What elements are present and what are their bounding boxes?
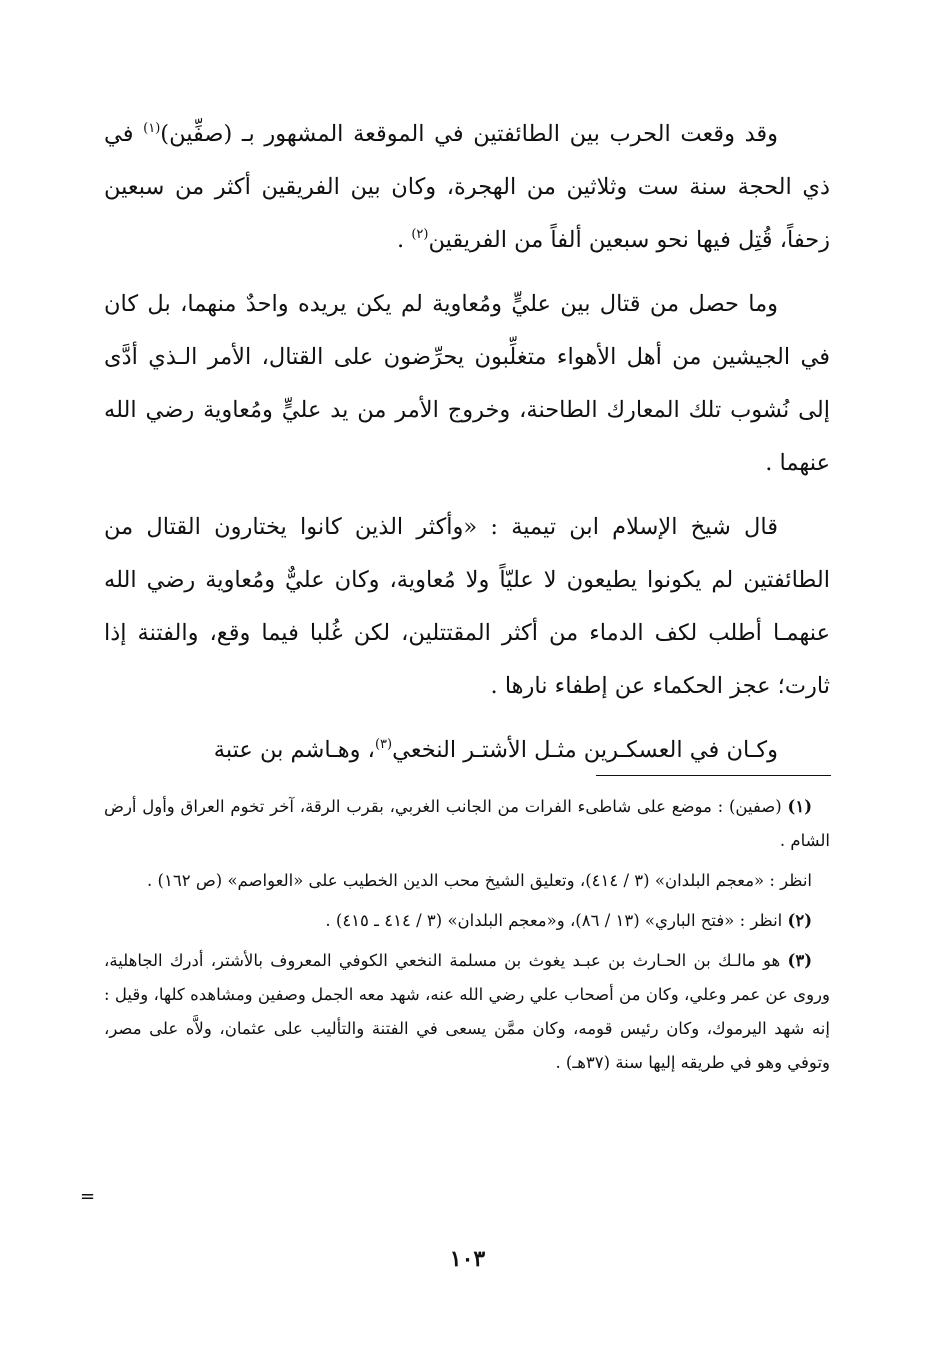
paragraph-4 [104,724,830,777]
footnote-2 [104,904,830,938]
footnote-3-number: (٣) [787,951,812,970]
footnote-3-text: هو مالـك بن الحـارث بن عبـد يغوث بن مسلمة النخعي الكوفي المعروف بالأشتر، أدرك الجاهلية، وروى عن عمر وعلي، وكان من أصحاب علي رضي الله عنه، شهد معه الجمل وصفين ومشاهده كلها، وقيل : إنه شهد اليرموك، وكان رئيس قومه، وكان ممَّن يسعى في الفتنة والتأليب على عثمان، ولاَّه على مصر، وتوفي وهو في طريقه إليها سنة (٣٧هـ) . [104,951,830,1072]
footnote-2-text: انظر : «فتح الباري» (١٣ / ٨٦)، و«معجم البلدان» (٣ / ٤١٤ ـ ٤١٥) . [325,911,788,930]
footnote-1-continuation: انظر : «معجم البلدان» (٣ / ٤١٤)، وتعليق الشيخ محب الدين الخطيب على «العواصم» (ص ١٦٢) . [147,871,812,890]
continuation-mark: = [80,1186,96,1207]
footnote-2-number: (٢) [787,911,812,930]
paragraph-1-text: وقد وقعت الحرب بين الطائفتين في الموقعة المشهور بـ (صفِّين) [160,121,778,147]
paragraph-4-text: وكـان في العسكـرين مثـل الأشتـر النخعي [392,737,778,763]
paragraph-1-text-cont: في ذي الحجة سنة ست وثلاثين من الهجرة، وكان بين الفريقين أكثر من سبعين زحفاً، قُتِل فيها نحو سبعين ألفاً من الفريقين [104,121,830,253]
main-text [104,108,830,777]
footnote-separator [596,775,831,776]
footnote-1-text: (صفين) : موضع على شاطىء الفرات من الجانب الغربي، بقرب الرقة، آخر تخوم العراق وأول أرض الشام . [104,797,830,850]
footnote-3 [104,944,830,1080]
footnote-ref-3[interactable]: (٣) [374,737,393,752]
footnote-ref-1[interactable]: (١) [143,121,161,136]
paragraph-4-end: ، وهـاشم بن عتبة [213,737,375,763]
paragraph-1-end: . [397,227,412,253]
paragraph-1 [104,108,830,267]
footnotes [104,790,830,1086]
footnote-1 [104,790,830,858]
paragraph-2: وما حصل من قتال بين عليٍّ ومُعاوية لم يكن يريده واحدٌ منهما، بل كان في الجيشين من أهل الأهواء متغلِّبون يحرِّضون على القتال، الأمر الـذي أدَّى إلى نُشوب تلك المعارك الطاحنة، وخروج الأمر من يد عليٍّ ومُعاوية رضي الله عنهما . [104,291,830,476]
footnote-1-number: (١) [787,797,812,816]
footnote-ref-2[interactable]: (٢) [411,227,429,242]
page-number: ١٠٣ [449,1246,486,1272]
paragraph-3: قال شيخ الإسلام ابن تيمية : «وأكثر الذين كانوا يختارون القتال من الطائفتين لم يكونوا يطيعون لا عليّاً ولا مُعاوية، وكان عليٌّ ومُعاوية رضي الله عنهمـا أطلب لكف الدماء من أكثر المقتتلين، لكن غُلبا فيما وقع، والفتنة إذا ثارت؛ عجز الحكماء عن إطفاء نارها . [104,514,830,699]
